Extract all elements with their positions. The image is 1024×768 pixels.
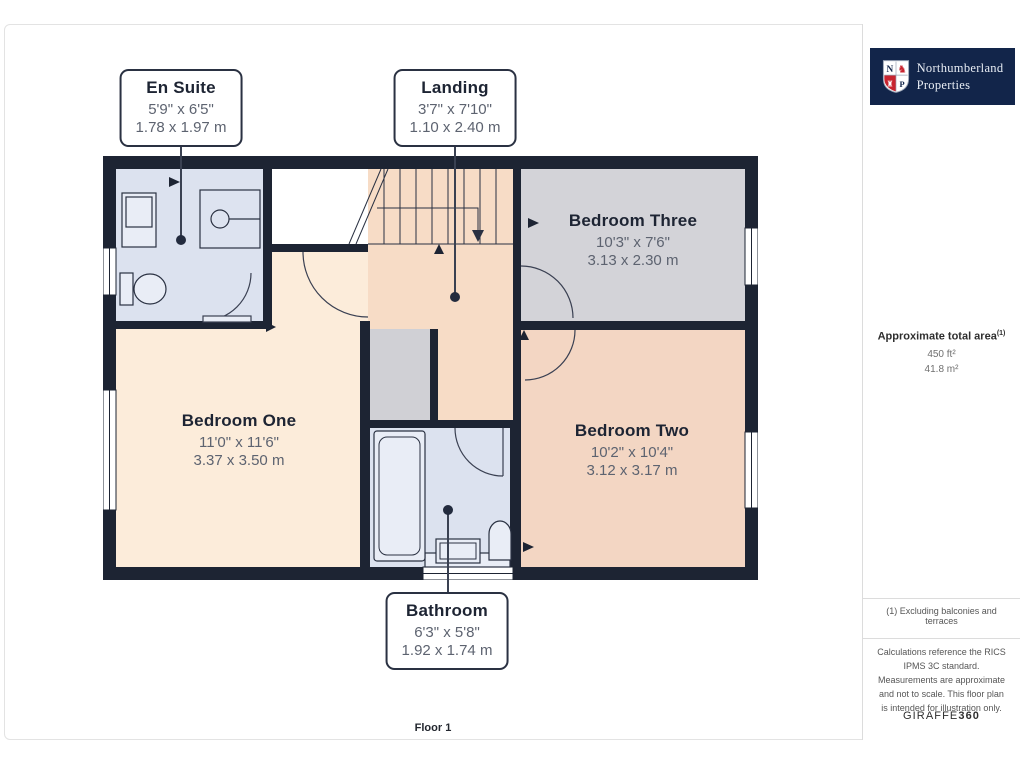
callout-en-suite [120,69,243,147]
lion-icon: ♞ [897,64,907,76]
bathroom-dim-metric: 1.92 x 1.74 m [401,642,493,659]
bedroom-one-alcove [272,252,368,329]
bedroom-one-dim-imperial: 11'0" x 11'6" [198,434,280,451]
closet [368,329,430,420]
shield-letter-p: P [899,80,905,90]
landing-name: Landing [421,78,489,97]
bedroom-three-name: Bedroom Three [568,211,698,230]
landing-dim-imperial: 3'7" x 7'10" [418,101,492,118]
bedroom-three-dim-metric: 3.13 x 2.30 m [587,252,679,269]
giraffe360-branding [863,710,1020,722]
en-suite-dim-metric: 1.78 x 1.97 m [135,119,227,136]
castle-icon: ♜ [885,79,894,89]
giraffe360-suffix: 360 [958,710,981,722]
bedroom-one-dim-metric: 3.37 x 3.50 m [193,452,285,469]
bathroom-toilet-icon [489,521,511,560]
giraffe360-brand: GIRAFFE [902,710,959,722]
area-footnote-ref: (1) [996,330,1006,337]
total-area-block [863,330,1020,375]
bathroom-leader-dot [443,505,453,515]
bathroom-name: Bathroom [406,601,488,620]
bathroom-dim-imperial: 6'3" x 5'8" [414,624,480,641]
bedroom-three-dim-imperial: 10'3" x 7'6" [596,234,670,251]
en-suite-leader-line [180,145,182,240]
total-area-metric: 41.8 m² [924,363,959,375]
brand-name [917,60,1004,93]
staircase-area [368,169,513,244]
label-bedroom-one [117,411,361,469]
northumberland-properties-logo [870,48,1015,105]
bedroom-two-name: Bedroom Two [574,421,690,440]
total-area-label [863,330,1020,343]
bedroom-one-name: Bedroom One [181,411,297,430]
bathtub-icon [374,431,425,561]
sink-icon [122,193,156,247]
bedroom-two-dim-metric: 3.12 x 3.17 m [586,462,678,479]
bathroom-leader-line [447,512,449,593]
brand-name-line2: Properties [916,77,971,92]
info-sidebar [862,24,1020,740]
balconies-footnote: (1) Excluding balconies and terraces [886,606,997,626]
bedroom-two-dim-imperial: 10'2" x 10'4" [590,444,674,461]
en-suite-leader-dot [176,235,186,245]
rics-disclaimer: Calculations reference the RICS IPMS 3C standard. Measurements are approximate and not to scale. This floor plan is intended for illustration only. [877,647,1006,713]
total-area-imperial: 450 ft² [927,348,956,360]
callout-landing [394,69,517,147]
en-suite-name: En Suite [146,78,216,97]
en-suite-dim-imperial: 5'9" x 6'5" [148,101,214,118]
heraldic-shield-icon [882,59,910,94]
label-bedroom-three [521,211,745,269]
brand-name-line1: Northumberland [916,61,1004,76]
callout-bathroom [386,592,509,670]
total-area-label-text: Approximate total area [877,330,997,343]
shield-letter-n: N [886,64,893,75]
toilet-icon [120,273,133,305]
landing-leader-dot [450,292,460,302]
floor-name: Floor 1 [414,722,452,734]
sidebar-divider-1 [863,598,1020,599]
landing-dim-metric: 1.10 x 2.40 m [409,119,501,136]
label-bedroom-two [520,421,744,479]
sidebar-divider-2 [863,638,1020,639]
landing-leader-line [454,145,456,297]
